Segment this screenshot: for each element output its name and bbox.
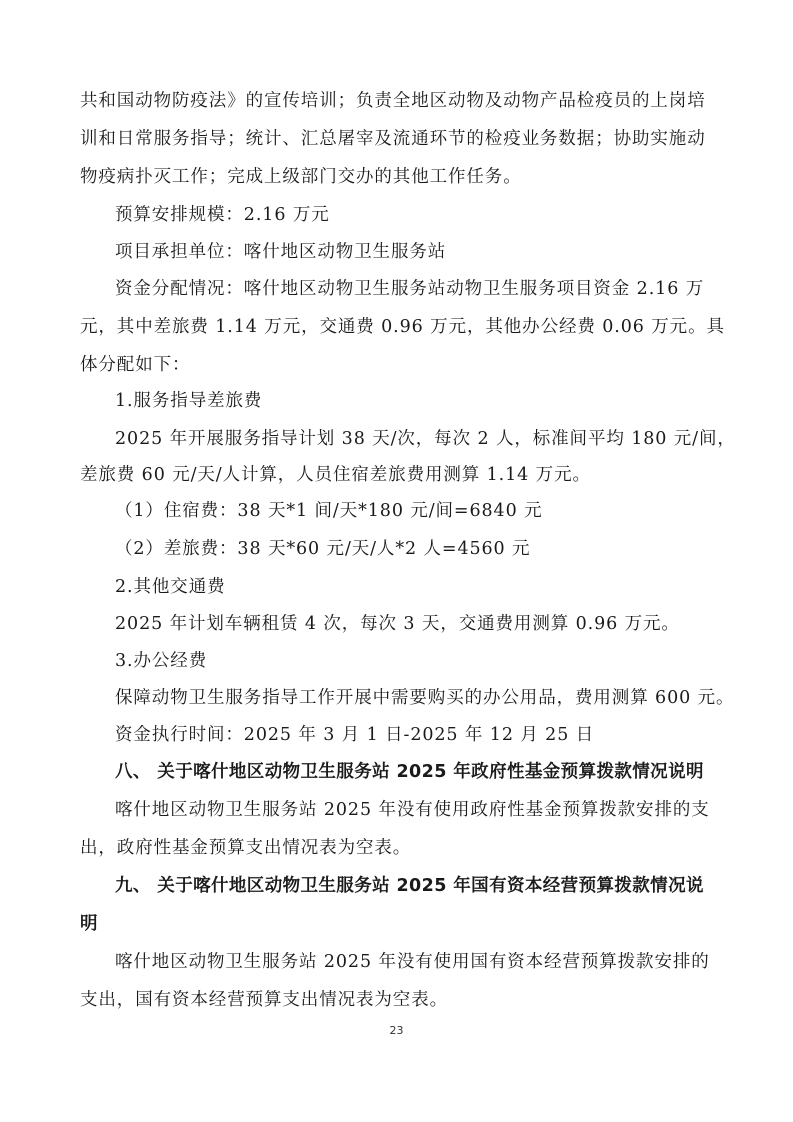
item-title: 2.其他交通费	[115, 577, 226, 597]
budget-scale-text: 预算安排规模：2.16 万元	[115, 205, 330, 225]
project-unit-text: 项目承担单位：喀什地区动物卫生服务站	[115, 242, 447, 262]
section-heading-9: 九、 关于喀什地区动物卫生服务站 2025 年国有资本经营预算拨款情况说	[115, 876, 704, 896]
section-text: 出，政府性基金预算支出情况表为空表。	[80, 838, 412, 858]
item-text: 保障动物卫生服务指导工作开展中需要购买的办公用品，费用测算 600 元。	[115, 688, 735, 708]
paragraph-line: 物疫病扑灭工作；完成上级部门交办的其他工作任务。	[80, 167, 522, 187]
paragraph-line: 训和日常服务指导；统计、汇总屠宰及流通环节的检疫业务数据；协助实施动	[80, 129, 706, 149]
section-heading-8: 八、 关于喀什地区动物卫生服务站 2025 年政府性基金预算拨款情况说明	[115, 762, 704, 782]
section-heading-9-cont: 明	[80, 914, 98, 934]
item-subline: （2）差旅费：38 天*60 元/天/人*2 人=4560 元	[115, 539, 531, 559]
item-text: 2025 年计划车辆租赁 4 次，每次 3 天，交通费用测算 0.96 万元。	[115, 614, 680, 634]
item-title: 1.服务指导差旅费	[115, 391, 263, 411]
item-title: 3.办公经费	[115, 651, 208, 671]
item-text: 差旅费 60 元/天/人计算，人员住宿差旅费用测算 1.14 万元。	[80, 465, 591, 485]
allocation-line: 体分配如下：	[80, 355, 191, 375]
paragraph-line: 共和国动物防疫法》的宣传培训；负责全地区动物及动物产品检疫员的上岗培	[80, 91, 706, 111]
section-text: 喀什地区动物卫生服务站 2025 年没有使用国有资本经营预算拨款安排的	[115, 952, 710, 972]
page-number: 23	[389, 1024, 404, 1037]
item-subline: （1）住宿费：38 天*1 间/天*180 元/间=6840 元	[115, 501, 543, 521]
execution-time-text: 资金执行时间：2025 年 3 月 1 日-2025 年 12 月 25 日	[115, 725, 595, 745]
section-text: 喀什地区动物卫生服务站 2025 年没有使用政府性基金预算拨款安排的支	[115, 800, 710, 820]
allocation-line: 元，其中差旅费 1.14 万元，交通费 0.96 万元，其他办公经费 0.06 万元。具	[80, 317, 725, 337]
item-text: 2025 年开展服务指导计划 38 天/次，每次 2 人，标准间平均 180 元/间，	[115, 429, 736, 449]
allocation-line: 资金分配情况：喀什地区动物卫生服务站动物卫生服务项目资金 2.16 万	[115, 279, 705, 299]
section-text: 支出，国有资本经营预算支出情况表为空表。	[80, 990, 448, 1010]
